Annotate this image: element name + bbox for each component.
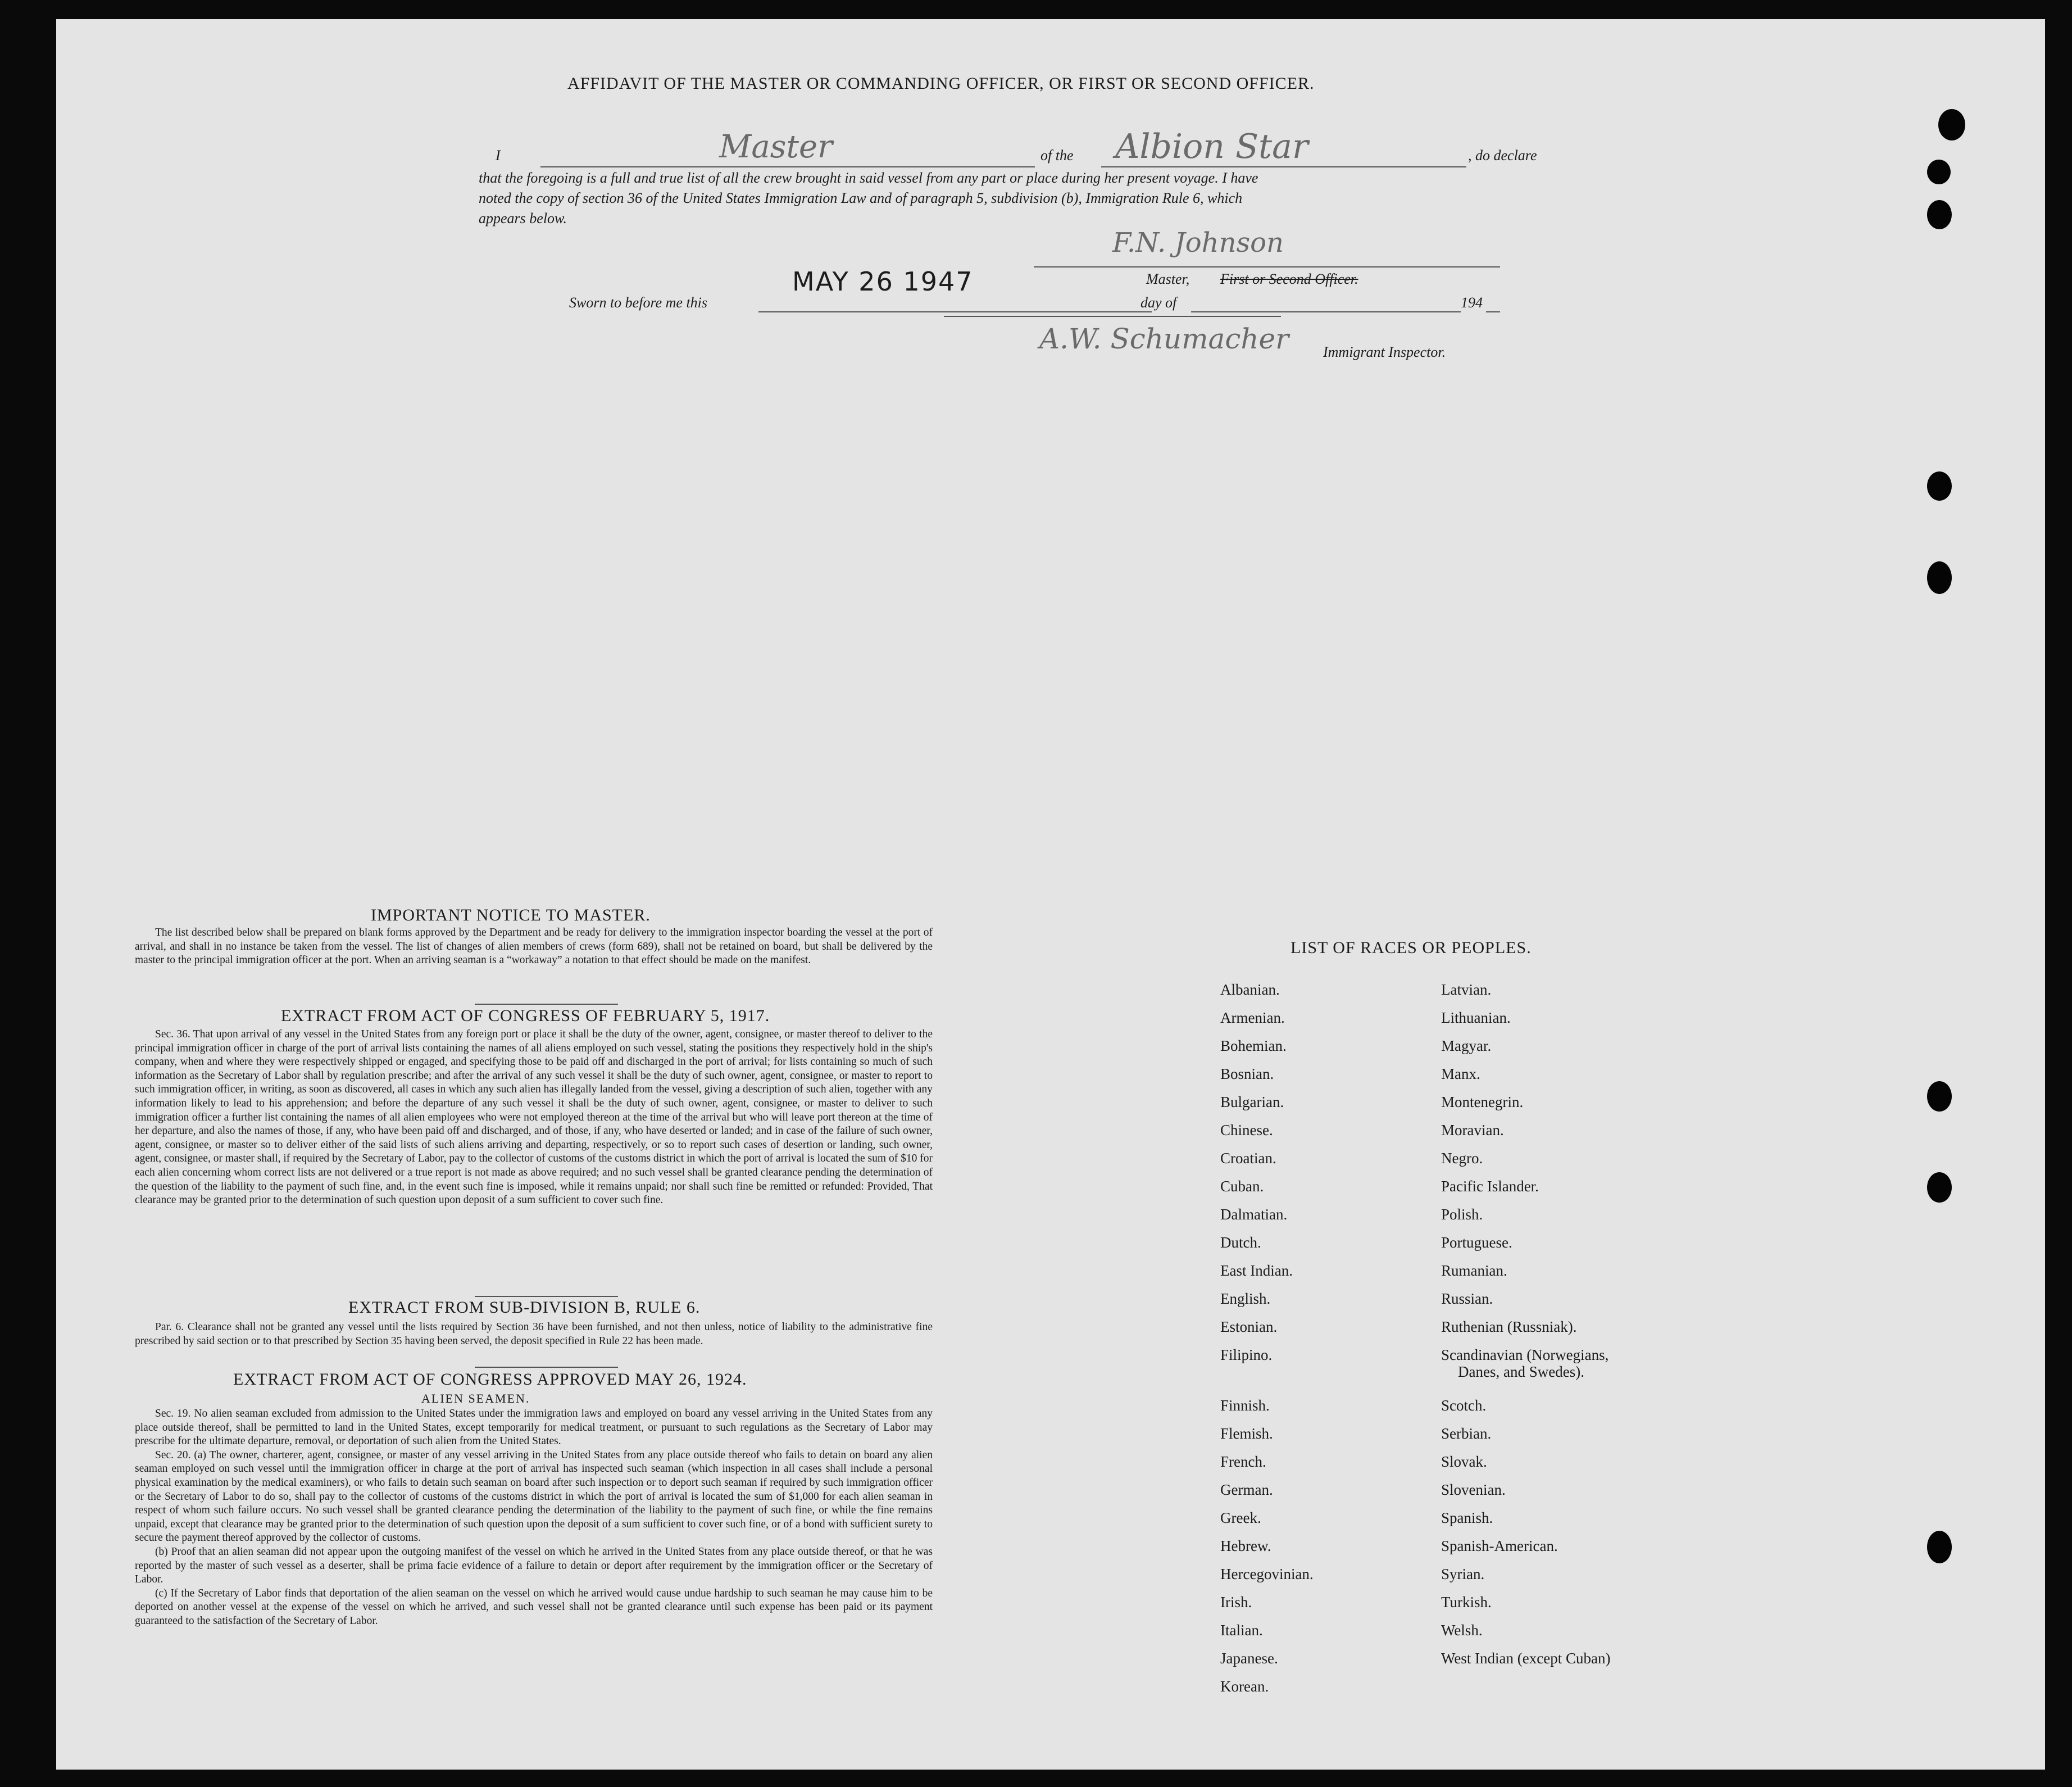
affidavit-line-1: that the foregoing is a full and true list of all the crew brought in said vessel from any part or place during her present voyage. I have xyxy=(479,170,1258,186)
race-right-item: Ruthenian (Russniak). xyxy=(1441,1318,1577,1335)
race-left-item: Chinese. xyxy=(1220,1122,1273,1139)
master-blank-line xyxy=(540,166,1035,167)
race-right-item: Polish. xyxy=(1441,1206,1483,1223)
race-left-item: Italian. xyxy=(1220,1622,1263,1639)
race-right-item: West Indian (except Cuban) xyxy=(1441,1650,1611,1667)
year-prefix: 194 xyxy=(1461,294,1483,311)
master-sig-label: Master, xyxy=(1146,271,1190,287)
extract-1917-title: EXTRACT FROM ACT OF CONGRESS OF FEBRUARY 5, 1917. xyxy=(281,1006,770,1025)
notice-divider xyxy=(475,1004,618,1005)
i-label: I xyxy=(496,147,501,164)
extract-1924-title: EXTRACT FROM ACT OF CONGRESS APPROVED MAY 26, 1924. xyxy=(233,1370,747,1389)
date-stamp: MAY 26 1947 xyxy=(792,266,974,297)
rule6-title: EXTRACT FROM SUB-DIVISION B, RULE 6. xyxy=(348,1298,701,1317)
punch-hole xyxy=(1927,1172,1952,1203)
extract-1924-text xyxy=(135,1407,933,1629)
handwritten-signature: F.N. Johnson xyxy=(1112,227,1284,258)
do-declare-label: , do declare xyxy=(1468,147,1537,164)
sworn-label: Sworn to before me this xyxy=(569,294,708,311)
race-right-item: Syrian. xyxy=(1441,1566,1485,1582)
race-right-item: Portuguese. xyxy=(1441,1234,1512,1251)
alien-seamen-subtitle: ALIEN SEAMEN. xyxy=(421,1391,530,1405)
race-left-item: Bohemian. xyxy=(1220,1037,1287,1054)
race-right-item: Lithuanian. xyxy=(1441,1009,1511,1026)
race-left-item: Bosnian. xyxy=(1220,1065,1274,1082)
affidavit-line-3: appears below. xyxy=(479,210,567,226)
race-right-item: Spanish-American. xyxy=(1441,1537,1558,1554)
race-left-item: Albanian. xyxy=(1220,981,1280,998)
race-right-item: Pacific Islander. xyxy=(1441,1178,1539,1195)
race-left-item: French. xyxy=(1220,1453,1266,1470)
document-page xyxy=(56,19,2045,1770)
race-right-item: Danes, and Swedes). xyxy=(1458,1363,1584,1380)
extract-1917-divider xyxy=(475,1296,618,1297)
race-right-item: Scotch. xyxy=(1441,1397,1487,1414)
handwritten-vessel: Albion Star xyxy=(1115,127,1308,166)
race-right-item: Montenegrin. xyxy=(1441,1094,1524,1110)
race-left-item: Greek. xyxy=(1220,1509,1261,1526)
race-left-item: Cuban. xyxy=(1220,1178,1264,1195)
rule6-divider xyxy=(475,1367,618,1368)
rule6-text: Par. 6. Clearance shall not be granted any vessel until the lists required by Section 36 have been furnished, and not then unless, notice of liability to the administrative fine prescribed by said section or to that prescribed by Section 35 having been served, the deposit specified in Rule 22 has been made. xyxy=(135,1321,933,1347)
races-title: LIST OF RACES OR PEOPLES. xyxy=(1291,938,1532,957)
first-second-officer-label: First or Second Officer. xyxy=(1220,271,1358,287)
race-right-item: Rumanian. xyxy=(1441,1262,1507,1279)
sworn-date-line xyxy=(758,311,1152,312)
sec-20b: (b) Proof that an alien seaman did not appear upon the outgoing manifest of the vessel on which he arrived in the United States from any place outside thereof, or that he was reported by the master of such vessel as a deserter, shall be prima facie evidence of a failure to detain or deport after requirement by the immigration officer or the Secretary of Labor. xyxy=(135,1545,933,1586)
extract-1917-text: Sec. 36. That upon arrival of any vessel in the United States from any foreign port or place it shall be the duty of the owner, agent, consignee, or master thereof to deliver to the principal immigration officer in charge of the port of arrival lists containing the names of all aliens employed on such vessel, stating the positions they respectively hold in the ship's company, when and where they were respectively shipped or engaged, and specifying those to be paid off and discharged in the port of arrival; for lists containing so much of such information as the Secretary of Labor shall by regulation prescribe; and after the arrival of any such vessel it shall be the duty of such owner, agent, consignee, or master to report to such immigration officer, in writing, as soon as discovered, all cases in which any such alien has illegally landed from the vessel, giving a description of such alien, together with any information likely to lead to his apprehension; and before the departure of any such vessel it shall be the duty of such owner, agent, consignee, or master to deliver to such immigration officer a further list containing the names of all alien employees who were not employed thereon at the time of the arrival but who will leave port thereon at the time of her departure, and also the names of those, if any, who have been paid off and discharged, and of those, if any, who have deserted or landed; and in case of the failure of such owner, agent, consignee, or master so to deliver either of the said lists of such aliens arriving and departing, respectively, or so to report such cases of desertion or landing, such owner, agent, consignee, or master shall, if required by the Secretary of Labor, pay to the collector of customs of the customs district in which the port of arrival is located the sum of $10 for each alien concerning whom correct lists are not delivered or a true report is not made as above required; and no such vessel shall be granted clearance pending the determination of the question of the liability to the payment of such fine, and, in the event such fine is imposed, while it remains unpaid; nor shall such fine be remitted or refunded: Provided, That clearance may be granted prior to the determination of such question upon deposit of a sum sufficient to cover such fine. xyxy=(135,1028,933,1207)
race-right-item: Scandinavian (Norwegians, xyxy=(1441,1346,1609,1363)
race-left-item: Bulgarian. xyxy=(1220,1094,1284,1110)
race-left-item: Irish. xyxy=(1220,1594,1252,1611)
punch-hole xyxy=(1927,160,1951,184)
race-left-item: German. xyxy=(1220,1481,1273,1498)
race-right-item: Moravian. xyxy=(1441,1122,1504,1139)
punch-hole xyxy=(1927,471,1952,501)
inspector-line xyxy=(944,316,1281,317)
handwritten-inspector: A.W. Schumacher xyxy=(1039,323,1289,355)
year-line xyxy=(1486,311,1500,312)
race-left-item: Filipino. xyxy=(1220,1346,1273,1363)
of-the-label: of the xyxy=(1040,147,1074,164)
notice-text: The list described below shall be prepared on blank forms approved by the Department and be ready for delivery to the immigration inspector boarding the vessel at the port of arrival, and shall in no instance be taken from the vessel. The list of changes of alien members of crews (form 689), shall not be retained on board, but shall be delivered by the master to the principal immigration officer at the port. When an arriving seaman is a “workaway” a notation to that effect should be made on the manifest. xyxy=(135,927,933,967)
race-right-item: Russian. xyxy=(1441,1290,1493,1307)
handwritten-master: Master xyxy=(719,129,833,165)
affidavit-line-2: noted the copy of section 36 of the United States Immigration Law and of paragraph 5, subdivision (b), Immigration Rule 6, which xyxy=(479,190,1243,206)
race-left-item: Armenian. xyxy=(1220,1009,1285,1026)
race-left-item: Dutch. xyxy=(1220,1234,1261,1251)
race-left-item: Japanese. xyxy=(1220,1650,1278,1667)
race-right-item: Negro. xyxy=(1441,1150,1483,1167)
affidavit-title: AFFIDAVIT OF THE MASTER OR COMMANDING OFFICER, OR FIRST OR SECOND OFFICER. xyxy=(567,74,1315,93)
notice-title: IMPORTANT NOTICE TO MASTER. xyxy=(371,906,651,924)
race-left-item: Dalmatian. xyxy=(1220,1206,1288,1223)
day-of-label: day of xyxy=(1140,294,1177,311)
race-left-item: Finnish. xyxy=(1220,1397,1270,1414)
signature-line xyxy=(1034,266,1500,267)
punch-hole xyxy=(1927,200,1952,229)
month-line xyxy=(1191,311,1461,312)
sec-20a: Sec. 20. (a) The owner, charterer, agent, consignee, or master of any vessel arriving in the United States from any place outside thereof who fails to detain on board any alien seaman employed on such vessel until the immigration officer in charge at the port of arrival has inspected such seaman (which inspection in all cases shall include a personal physical examination by the medical examiners), or who fails to detain such seaman on board after such inspection or to deport such seaman if required by such immigration officer or the Secretary of Labor to do so, shall pay to the collector of customs of the customs district in which the port of arrival is located the sum of $1,000 for each alien seaman in respect of whom such failure occurs. No such vessel shall be granted clearance pending the determination of the liability to the payment of such fine, or while the fine remains unpaid, except that clearance may be granted prior to the determination of such question upon the deposit of a sum sufficient to cover such fine, or of a bond with sufficient surety to secure the payment thereof approved by the collector of customs. xyxy=(135,1449,933,1544)
race-right-item: Latvian. xyxy=(1441,981,1492,998)
punch-hole xyxy=(1927,1531,1952,1563)
sec-19: Sec. 19. No alien seaman excluded from admission to the United States under the immigration laws and employed on board any vessel arriving in the United States from any place outside thereof, shall be permitted to land in the United States, except temporarily for medical treatment, or pursuant to such regulations as the Secretary of Labor may prescribe for the ultimate departure, removal, or deportation of such alien from the United States. xyxy=(135,1408,933,1448)
race-right-item: Spanish. xyxy=(1441,1509,1493,1526)
race-right-item: Turkish. xyxy=(1441,1594,1492,1611)
punch-hole xyxy=(1927,561,1952,594)
race-right-item: Slovak. xyxy=(1441,1453,1487,1470)
race-left-item: East Indian. xyxy=(1220,1262,1293,1279)
race-right-item: Magyar. xyxy=(1441,1037,1492,1054)
race-right-item: Welsh. xyxy=(1441,1622,1483,1639)
inspector-label: Immigrant Inspector. xyxy=(1323,344,1446,360)
race-right-item: Slovenian. xyxy=(1441,1481,1506,1498)
punch-hole xyxy=(1938,109,1965,140)
race-left-item: English. xyxy=(1220,1290,1271,1307)
race-left-item: Korean. xyxy=(1220,1678,1269,1695)
sec-20c: (c) If the Secretary of Labor finds that deportation of the alien seaman on the vessel on which he arrived would cause undue hardship to such seaman he may cause him to be deported on another vessel at the expense of the vessel on which he arrived, and such vessel shall not be granted clearance until such expense has been paid or its payment guaranteed to the satisfaction of the Secretary of Labor. xyxy=(135,1587,933,1627)
race-left-item: Hercegovinian. xyxy=(1220,1566,1314,1582)
vessel-blank-line xyxy=(1101,166,1466,167)
race-left-item: Flemish. xyxy=(1220,1425,1273,1442)
race-left-item: Hebrew. xyxy=(1220,1537,1271,1554)
race-left-item: Estonian. xyxy=(1220,1318,1278,1335)
race-right-item: Serbian. xyxy=(1441,1425,1492,1442)
race-left-item: Croatian. xyxy=(1220,1150,1276,1167)
punch-hole xyxy=(1927,1081,1952,1112)
race-right-item: Manx. xyxy=(1441,1065,1480,1082)
